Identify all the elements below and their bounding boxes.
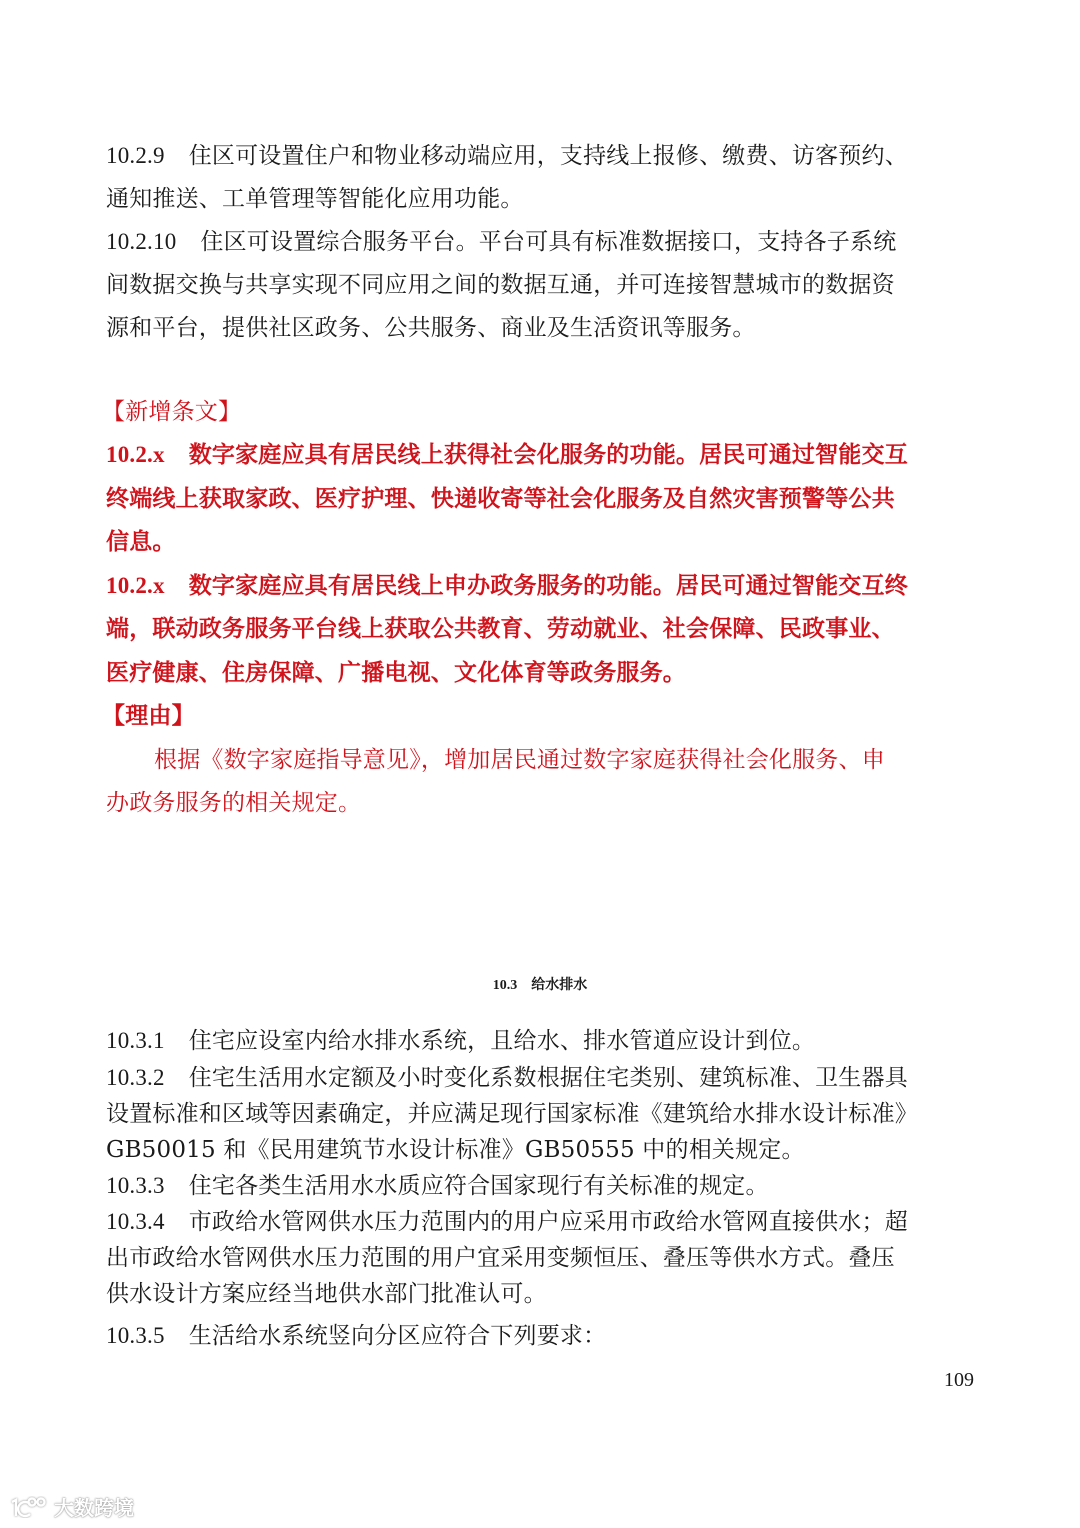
clause-number: 10.2.x: [106, 573, 165, 598]
reason-line-1: 根据《数字家庭指导意见》，增加居民通过数字家庭获得社会化服务、申: [154, 747, 885, 773]
clause-number: 10.2.9: [106, 143, 165, 168]
clause-number: 10.2.10: [106, 229, 177, 254]
watermark-text: 大数跨境: [54, 1496, 134, 1520]
new-clause-2-line-2: 端，联动政务服务平台线上获取公共教育、劳动就业、社会保障、民政事业、: [106, 615, 895, 642]
reason-line-2: 办政务服务的相关规定。: [106, 790, 362, 816]
clause-number: 10.3.5: [106, 1323, 165, 1348]
clause-10-3-2-line-1: 10.3.2 住宅生活用水定额及小时变化系数根据住宅类别、建筑标准、卫生器具: [106, 1065, 908, 1091]
new-clause-1-line-2: 终端线上获取家政、医疗护理、快递收寄等社会化服务及自然灾害预警等公共: [106, 485, 895, 512]
clause-10-3-1: 10.3.1 住宅应设室内给水排水系统，且给水、排水管道应设计到位。: [106, 1028, 816, 1054]
new-clause-2-line-3: 医疗健康、住房保障、广播电视、文化体育等政务服务。: [106, 659, 686, 686]
clause-number: 10.3.2: [106, 1065, 165, 1090]
clause-10-3-5: 10.3.5 生活给水系统竖向分区应符合下列要求：: [106, 1323, 607, 1349]
reason-header: 【理由】: [102, 702, 195, 729]
new-clause-header: 【新增条文】: [102, 399, 242, 425]
clause-number: 10.3.1: [106, 1028, 165, 1053]
new-clause-1-line-3: 信息。: [106, 528, 176, 555]
clause-10-2-9-line-2: 通知推送、工单管理等智能化应用功能。: [106, 186, 524, 212]
clause-number: 10.3.3: [106, 1173, 165, 1198]
section-title: 10.3 给水排水: [492, 977, 588, 993]
clause-10-3-2-line-2: 设置标准和区域等因素确定，并应满足现行国家标准《建筑给水排水设计标准》: [106, 1101, 918, 1127]
page-number: 109: [944, 1369, 974, 1391]
clause-number: 10.3.4: [106, 1209, 165, 1234]
clause-10-2-10-line-1: 10.2.10 住区可设置综合服务平台。平台可具有标准数据接口，支持各子系统: [106, 229, 897, 255]
new-clause-2-line-1: 10.2.x 数字家庭应具有居民线上申办政务服务的功能。居民可通过智能交互终: [106, 572, 908, 599]
clause-10-2-10-line-2: 间数据交换与共享实现不同应用之间的数据互通，并可连接智慧城市的数据资: [106, 272, 895, 298]
clause-10-3-4-line-3: 供水设计方案应经当地供水部门批准认可。: [106, 1281, 547, 1307]
clause-10-3-4-line-1: 10.3.4 市政给水管网供水压力范围内的用户应采用市政给水管网直接供水；超: [106, 1209, 908, 1235]
clause-number: 10.2.x: [106, 442, 165, 467]
clause-10-2-10-line-3: 源和平台，提供社区政务、公共服务、商业及生活资讯等服务。: [106, 315, 756, 341]
watermark: [8, 1492, 134, 1521]
clause-10-3-4-line-2: 出市政给水管网供水压力范围的用户宜采用变频恒压、叠压等供水方式。叠压: [106, 1245, 895, 1271]
brand-logo-icon: [8, 1496, 48, 1518]
clause-10-3-2-line-3: GB50015 和《民用建筑节水设计标准》GB50555 中的相关规定。: [106, 1137, 805, 1163]
clause-10-2-9-line-1: 10.2.9 住区可设置住户和物业移动端应用，支持线上报修、缴费、访客预约、: [106, 143, 908, 169]
clause-10-3-3: 10.3.3 住宅各类生活用水水质应符合国家现行有关标准的规定。: [106, 1173, 769, 1199]
new-clause-1-line-1: 10.2.x 数字家庭应具有居民线上获得社会化服务的功能。居民可通过智能交互: [106, 441, 908, 468]
